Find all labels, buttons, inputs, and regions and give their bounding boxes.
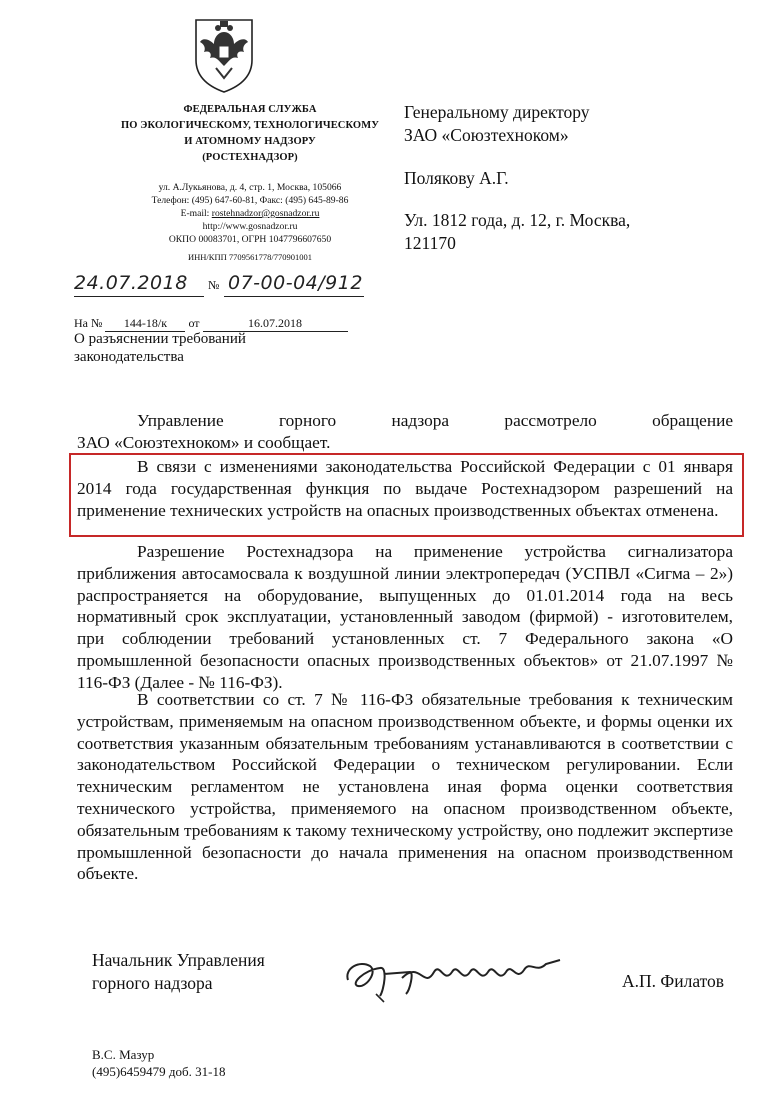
signature-title: [92, 949, 265, 995]
addressee-address: Ул. 1812 года, д. 12, г. Москва,: [404, 210, 631, 230]
agency-line: ФЕДЕРАЛЬНАЯ СЛУЖБА: [183, 104, 317, 115]
signature-title-line: горного надзора: [92, 973, 213, 993]
paragraph-1-text: Управление горного надзора рассмотрело обращение: [137, 411, 733, 430]
reference-no-label: На №: [74, 316, 103, 330]
reference-number: 144-18/к: [105, 316, 185, 332]
agency-website[interactable]: http://www.gosnadzor.ru: [202, 221, 298, 232]
letter-subject: О разъяснении требований законодательства: [74, 331, 246, 365]
coat-of-arms-emblem: [190, 16, 258, 94]
agency-line: (РОСТЕХНАДЗОР): [202, 152, 298, 163]
registration-date: 24.07.2018: [74, 272, 188, 294]
paragraph-1-line-1: [77, 410, 733, 432]
email-link[interactable]: rostehnadzor@gosnadzor.ru: [211, 208, 320, 219]
addressee-company: ЗАО «Союзтехноком»: [404, 125, 569, 145]
agency-address: ул. А.Лукьянова, д. 4, стр. 1, Москва, 105066: [158, 182, 342, 193]
executor-info: [92, 1046, 225, 1080]
registration-underline: [224, 296, 364, 297]
paragraph-4-text: В соответствии со ст. 7 № 116-ФЗ обязательные требования к техническим устройствам, применяемым на опасном производственном объекте, и формы оценки их соответствия указанным обязательным требованиям устанавливаются в соответствии с законодательством Российской Федерации о техническом регулировании. Если техническим регламентом не установлена иная форма оценки соответствия технического устройства, применяемого на опасном производственном объекте, обязательным требованиям к такому техническому устройству, оно подлежит экспертизе промышленной безопасности до начала применения на опасном производственном объекте.: [77, 690, 733, 884]
reference-date: 16.07.2018: [203, 316, 348, 332]
registration-line: [74, 272, 370, 302]
agency-name: [110, 102, 390, 166]
email-label: E-mail:: [180, 208, 212, 219]
registration-no-label: №: [208, 278, 220, 292]
paragraph-4: [77, 689, 733, 885]
paragraph-1-line-2: ЗАО «Союзтехноком» и сообщает.: [77, 433, 331, 452]
reference-from-label: от: [188, 316, 200, 330]
agency-line: ПО ЭКОЛОГИЧЕСКОМУ, ТЕХНОЛОГИЧЕСКОМУ: [120, 120, 380, 131]
handwritten-signature: [340, 950, 565, 1005]
paragraph-2: [77, 456, 733, 521]
agency-inn: ИНН/КПП 7709561778/770901001: [188, 252, 312, 262]
signer-name: А.П. Филатов: [622, 971, 725, 991]
addressee-position: Генеральному директору: [404, 102, 590, 122]
agency-okpo: ОКПО 00083701, ОГРН 1047796607650: [168, 234, 332, 245]
agency-email-line: [110, 207, 390, 220]
signature-title-line: Начальник Управления: [92, 950, 265, 970]
executor-phone: (495)6459479 доб. 31-18: [92, 1064, 226, 1079]
agency-line: И АТОМНОМУ НАДЗОРУ: [184, 136, 316, 147]
executor-name: В.С. Мазур: [92, 1047, 155, 1062]
paragraph-3-text: Разрешение Ростехнадзора на применение устройства сигнализатора приближения автосамосвала к воздушной линии электропередач (УСПВЛ «Сигма – 2») распространяется на оборудование, выпущенных до 01.01.2014 года на весь нормативный срок эксплуатации, установленный заводом (фирмой) - изготовителем, при соблюдении требований установленных ст. 7 Федерального закона «О промышленной безопасности опасных производственных объектов» от 21.07.1997 № 116-ФЗ (Далее - № 116-ФЗ).: [77, 542, 733, 692]
addressee-name: Полякову А.Г.: [404, 168, 509, 188]
agency-phone: Телефон: (495) 647-60-81, Факс: (495) 645-89-86: [151, 195, 349, 206]
addressee-postcode: 121170: [404, 233, 456, 253]
agency-contacts: [110, 181, 390, 246]
registration-number: 07-00-04/912: [228, 272, 363, 294]
paragraph-3: [77, 541, 733, 694]
registration-underline: [74, 296, 204, 297]
paragraph-2-text: В связи с изменениями законодательства Российской Федерации с 01 января 2014 года государственная функция по выдаче Ростехнадзором разрешений на применение технических устройств на опасных производственных объектах отменена.: [77, 457, 733, 520]
